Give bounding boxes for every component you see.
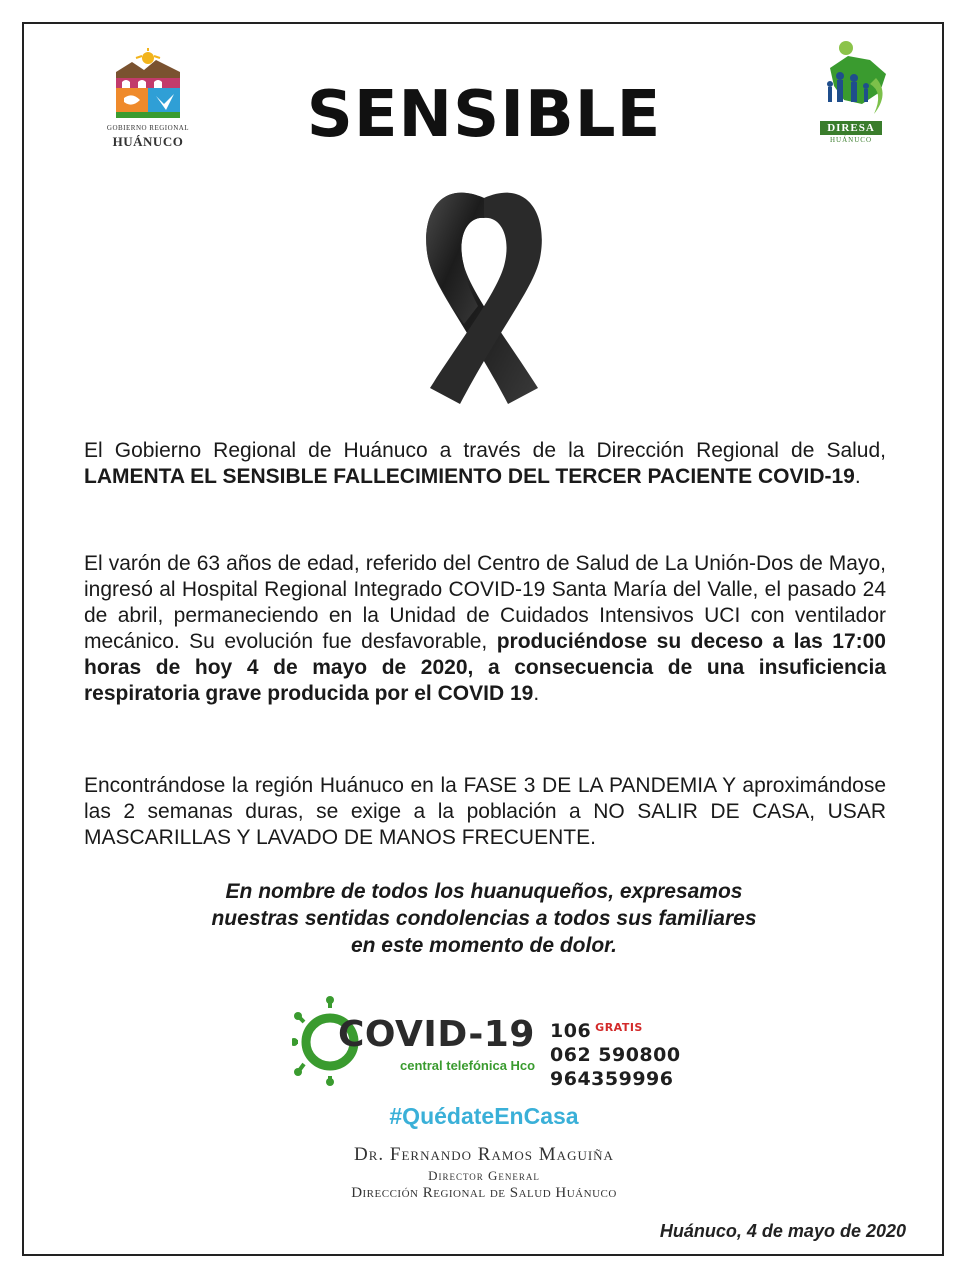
logo-right-caption-2: HUÁNUCO: [830, 136, 872, 144]
paragraph-1-end: .: [854, 465, 861, 488]
covid-subtitle: central telefónica Hco: [400, 1058, 536, 1073]
condolences-line: en este momento de dolor.: [350, 934, 618, 957]
paragraph-3-text: Encontrándose la región Huánuco en la FASE 3 DE LA PANDEMIA Y aproximándose las 2 semanas duras, se exige a la población a NO SALIR DE CASA, USAR MASCARILLAS Y LAVADO DE MANOS FRECUENTE.: [84, 774, 886, 849]
paragraph-3: [84, 773, 886, 851]
dateline: Huánuco, 4 de mayo de 2020: [659, 1221, 906, 1241]
phone-landline[interactable]: 062 590800: [550, 1044, 681, 1066]
logo-left-caption-1: GOBIERNO REGIONAL: [106, 124, 190, 132]
page-title: SENSIBLE: [306, 78, 662, 152]
paragraph-2-text: El varón de 63 años de edad, referido del Centro de Salud de La Unión-Dos de Mayo, ingresó al Hospital Regional Integrado COVID-19 Santa María del Valle, el pasado 24 de abril, permaneciendo en la Unidad de Cuidados Intensivos UCI con ventilador mecánico. Su evolución fue desfavorable,: [84, 552, 886, 653]
phone-free[interactable]: 106: [550, 1020, 592, 1042]
condolences-line: nuestras sentidas condolencias a todos sus familiares: [211, 907, 757, 930]
paragraph-2: [84, 551, 886, 707]
signature-role: Director General: [428, 1168, 540, 1183]
gratis-badge: GRATIS: [595, 1021, 643, 1034]
paragraph-2-end: .: [533, 682, 540, 705]
diresa-logo: [800, 38, 900, 148]
paragraph-1-bold: LAMENTA EL SENSIBLE FALLECIMIENTO DEL TERCER PACIENTE COVID-19: [84, 465, 855, 488]
covid-title: COVID-19: [338, 1014, 535, 1055]
signature-org: Dirección Regional de Salud Huánuco: [351, 1185, 617, 1201]
paragraph-2-bold: produciéndose su deceso a las 17:00 horas de hoy 4 de mayo de 2020, a consecuencia de una insuficiencia respiratoria grave producida por el COVID 19: [84, 630, 886, 705]
covid-helpline-banner: [292, 996, 692, 1088]
paragraph-1: [84, 438, 886, 490]
hashtag: #QuédateEnCasa: [389, 1103, 579, 1129]
paragraph-1-text: El Gobierno Regional de Huánuco a través de la Dirección Regional de Salud,: [84, 439, 886, 462]
condolences-line: En nombre de todos los huanuqueños, expresamos: [225, 880, 743, 903]
logo-right-caption-1: DIRESA: [820, 121, 882, 135]
helpline-phones: [550, 1016, 681, 1091]
diresa-emblem-icon: [800, 38, 900, 122]
phone-mobile[interactable]: 964359996: [550, 1068, 674, 1090]
mourning-ribbon-icon: [398, 178, 570, 416]
condolences-block: [0, 878, 968, 959]
logo-left-caption-2: HUÁNUCO: [112, 134, 184, 149]
signature-name: Dr. Fernando Ramos Maguiña: [354, 1144, 614, 1165]
